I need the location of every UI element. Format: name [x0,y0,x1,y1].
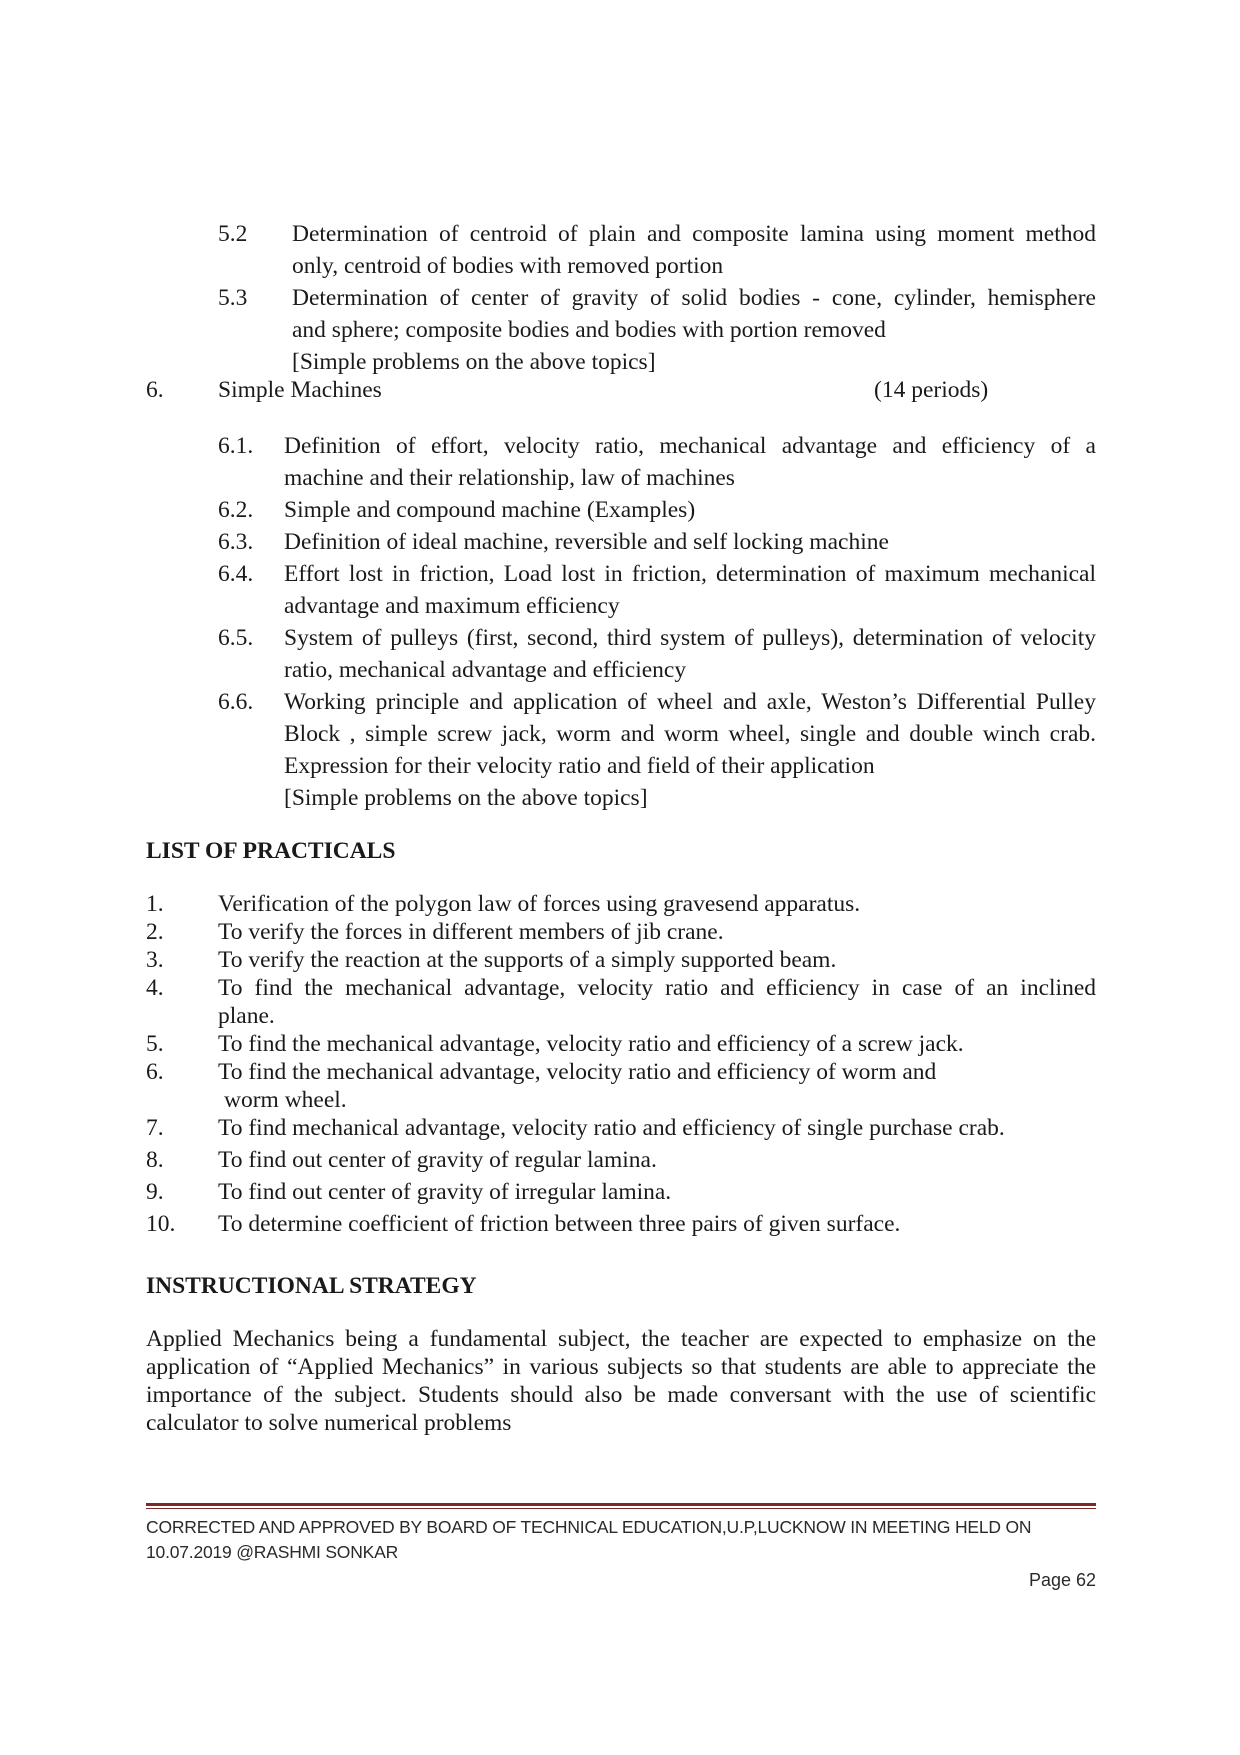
item-number: 6.1. [218,433,254,459]
section-number: 6. [146,377,164,403]
item-number: 9. [146,1179,164,1205]
item-number: 10. [146,1211,176,1237]
item-number: 5. [146,1031,164,1057]
item-number: 6.5. [218,625,254,651]
paragraph-line: application of “Applied Mechanics” in various subjects so that students are able to appreciate the [146,1354,1096,1380]
item-text-line: Effort lost in friction, Load lost in friction, determination of maximum mechanical [284,561,1096,587]
item-text-line: Working principle and application of wheel and axle, Weston’s Differential Pulley [284,689,1096,715]
item-text-line: To find the mechanical advantage, velocity ratio and efficiency in case of an inclined [218,975,1096,1001]
item-text-line: and sphere; composite bodies and bodies with portion removed [292,317,886,343]
item-number: 6.4. [218,561,254,587]
item-number: 8. [146,1147,164,1173]
item-text-line: worm wheel. [224,1087,347,1113]
footer-approval-line: CORRECTED AND APPROVED BY BOARD OF TECHNICAL EDUCATION,U.P,LUCKNOW IN MEETING HELD ON [146,1517,1032,1537]
item-text-line: To find the mechanical advantage, velocity ratio and efficiency of worm and [218,1059,937,1085]
item-text-line: To find out center of gravity of irregular lamina. [218,1179,672,1205]
item-text-line: To find out center of gravity of regular lamina. [218,1147,657,1173]
item-number: 6.3. [218,529,254,555]
section-periods: (14 periods) [874,377,989,403]
item-number: 4. [146,975,164,1001]
item-text-line: To find mechanical advantage, velocity ratio and efficiency of single purchase crab. [218,1115,1005,1141]
item-text-line: [Simple problems on the above topics] [292,349,656,375]
item-text-line: Expression for their velocity ratio and field of their application [284,753,875,779]
item-text-line: Determination of center of gravity of solid bodies - cone, cylinder, hemisphere [292,285,1096,311]
item-text-line: Definition of effort, velocity ratio, mechanical advantage and efficiency of a [284,433,1096,459]
item-text-line: Definition of ideal machine, reversible and self locking machine [284,529,889,555]
item-number: 6. [146,1059,164,1085]
item-text-line: Verification of the polygon law of forces using gravesend apparatus. [218,891,861,917]
item-number: 6.6. [218,689,254,715]
item-text-line: To verify the reaction at the supports of a simply supported beam. [218,947,837,973]
footer-rule-thin [146,1508,1096,1509]
item-number: 3. [146,947,164,973]
footer-date-line: 10.07.2019 @RASHMI SONKAR [146,1542,399,1562]
item-number: 5.2 [218,221,248,247]
item-number: 6.2. [218,497,254,523]
item-text-line: plane. [218,1003,275,1029]
item-text-line: only, centroid of bodies with removed portion [292,253,724,279]
item-text-line: Simple and compound machine (Examples) [284,497,696,523]
item-text-line: Block , simple screw jack, worm and worm wheel, single and double winch crab. [284,721,1096,747]
paragraph-line: importance of the subject. Students should also be made conversant with the use of scientific [146,1382,1096,1408]
strategy-heading: INSTRUCTIONAL STRATEGY [146,1273,477,1299]
item-text-line: To verify the forces in different members of jib crane. [218,919,724,945]
item-text-line: advantage and maximum efficiency [284,593,620,619]
item-text-line: [Simple problems on the above topics] [284,785,648,811]
item-text-line: Determination of centroid of plain and composite lamina using moment method [292,221,1096,247]
item-text-line: machine and their relationship, law of machines [284,465,735,491]
item-number: 2. [146,919,164,945]
section-title: Simple Machines [218,377,382,403]
practicals-heading: LIST OF PRACTICALS [146,838,396,864]
item-text-line: ratio, mechanical advantage and efficiency [284,657,687,683]
page-number: Page 62 [1028,1570,1096,1590]
item-number: 7. [146,1115,164,1141]
item-number: 5.3 [218,285,248,311]
paragraph-line: calculator to solve numerical problems [146,1410,512,1436]
item-text-line: To find the mechanical advantage, velocity ratio and efficiency of a screw jack. [218,1031,964,1057]
item-number: 1. [146,891,164,917]
footer-rule [146,1503,1096,1506]
item-text-line: To determine coefficient of friction between three pairs of given surface. [218,1211,901,1237]
item-text-line: System of pulleys (first, second, third system of pulleys), determination of velocity [284,625,1096,651]
paragraph-line: Applied Mechanics being a fundamental subject, the teacher are expected to emphasize on the [146,1326,1096,1352]
